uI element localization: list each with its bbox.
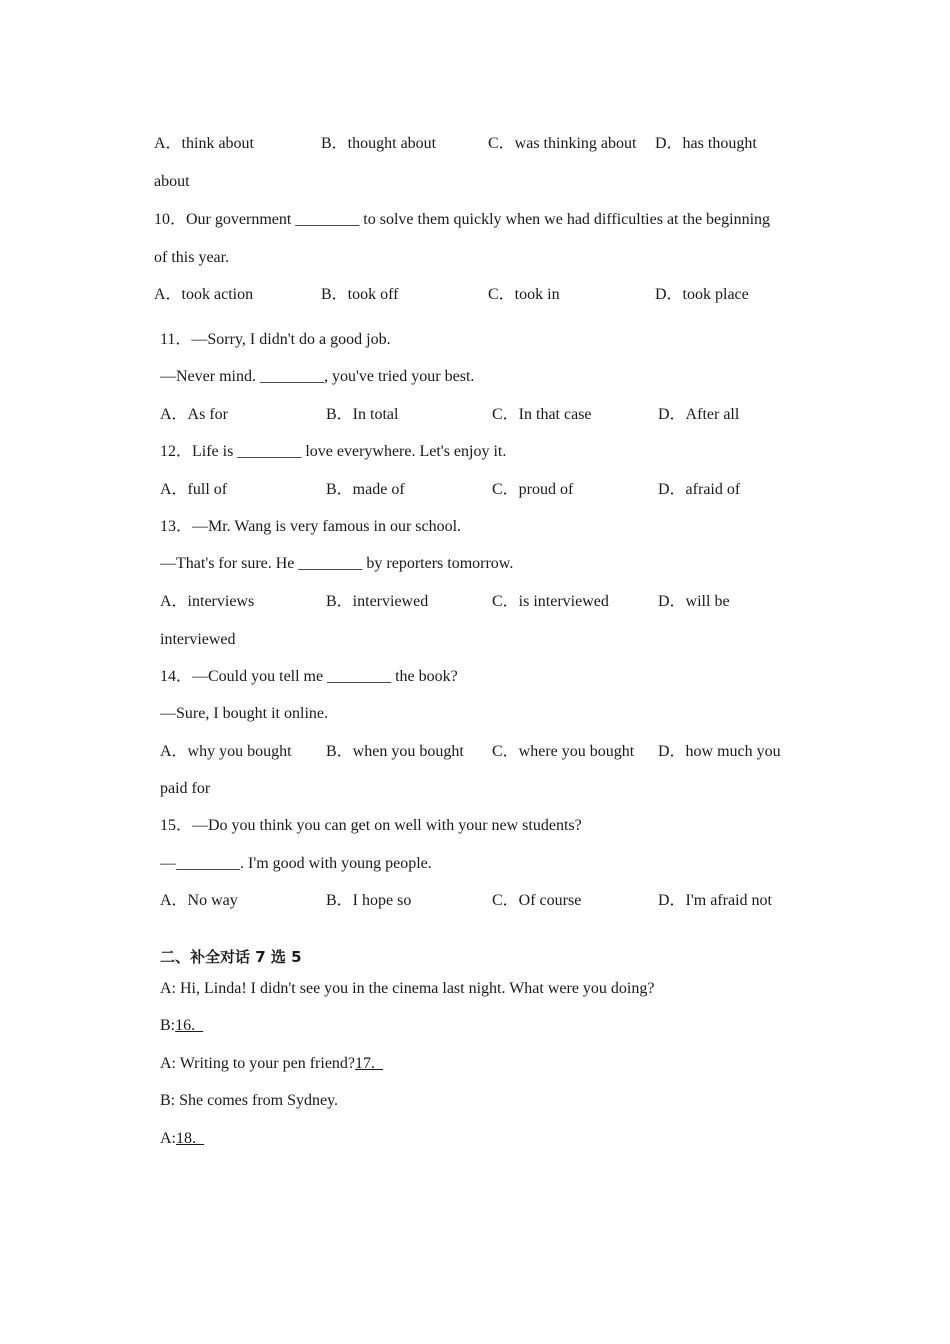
blank-18: 18. (176, 1130, 196, 1147)
q14-option-b: B．when you bought (326, 743, 464, 760)
speaker-b: B: (160, 1017, 176, 1034)
q10-option-a: A．took action (154, 286, 254, 303)
q13-option-a: A．interviews (160, 593, 255, 610)
dialogue-line-4: B: She comes from Sydney. (160, 1092, 339, 1109)
dialogue-line-5 (160, 1129, 204, 1149)
q15-option-d: D．I'm afraid not (658, 892, 772, 909)
q14-option-d: D．how much you (658, 743, 781, 760)
q14-stem: 14．—Could you tell me ________ the book? (160, 668, 458, 685)
dialogue-line-1: A: Hi, Linda! I didn't see you in the cinema last night. What were you doing? (160, 980, 655, 997)
q11-option-d: D．After all (658, 406, 740, 423)
q12-option-a: A．full of (160, 481, 228, 498)
q13-option-d-wrap: interviewed (160, 631, 236, 648)
q13-response: —That's for sure. He ________ by reporters tomorrow. (160, 555, 514, 572)
q11-option-a: A．As for (160, 406, 228, 423)
q10-option-b: B．took off (321, 286, 399, 303)
q12-stem: 12．Life is ________ love everywhere. Let's enjoy it. (160, 443, 507, 460)
q10-stem: 10．Our government ________ to solve them quickly when we had difficulties at the beginning (154, 211, 771, 228)
q13-option-d: D．will be (658, 593, 730, 610)
q15-option-c: C．Of course (492, 892, 582, 909)
q13-option-c: C．is interviewed (492, 593, 609, 610)
q11-response: —Never mind. ________, you've tried your best. (160, 368, 475, 385)
q9-option-c: C．was thinking about (488, 135, 637, 152)
q10-option-c: C．took in (488, 286, 560, 303)
q13-stem: 13．—Mr. Wang is very famous in our school. (160, 518, 462, 535)
q11-option-b: B．In total (326, 406, 399, 423)
q11-option-c: C．In that case (492, 406, 592, 423)
q14-option-c: C．where you bought (492, 743, 635, 760)
dialogue-line-3-text: A: Writing to your pen friend? (160, 1055, 356, 1072)
q9-option-d-wrap: about (154, 173, 190, 190)
q10-stem-continued: of this year. (154, 249, 230, 266)
q12-option-c: C．proud of (492, 481, 574, 498)
dialogue-line-3 (160, 1054, 383, 1074)
blank-17: 17. (355, 1055, 376, 1072)
q9-option-d: D．has thought (655, 135, 757, 152)
q14-option-a: A．why you bought (160, 743, 292, 760)
q15-option-b: B．I hope so (326, 892, 412, 909)
speaker-a: A: (160, 1130, 176, 1147)
q14-option-d-wrap: paid for (160, 780, 211, 797)
q10-option-d: D．took place (655, 286, 749, 303)
q9-option-b: B．thought about (321, 135, 437, 152)
blank-16: 16. (175, 1017, 196, 1034)
q9-option-a: A．think about (154, 135, 254, 152)
dialogue-line-2 (160, 1016, 203, 1036)
q14-response: —Sure, I bought it online. (160, 705, 328, 722)
q11-stem: 11．—Sorry, I didn't do a good job. (160, 331, 391, 348)
q12-option-d: D．afraid of (658, 481, 741, 498)
q15-response: —________. I'm good with young people. (160, 855, 432, 872)
q12-option-b: B．made of (326, 481, 405, 498)
section-2-heading: 二、补全对话 7 选 5 (160, 948, 302, 966)
q15-stem: 15．—Do you think you can get on well with your new students? (160, 817, 582, 834)
q13-option-b: B．interviewed (326, 593, 429, 610)
q15-option-a: A．No way (160, 892, 238, 909)
